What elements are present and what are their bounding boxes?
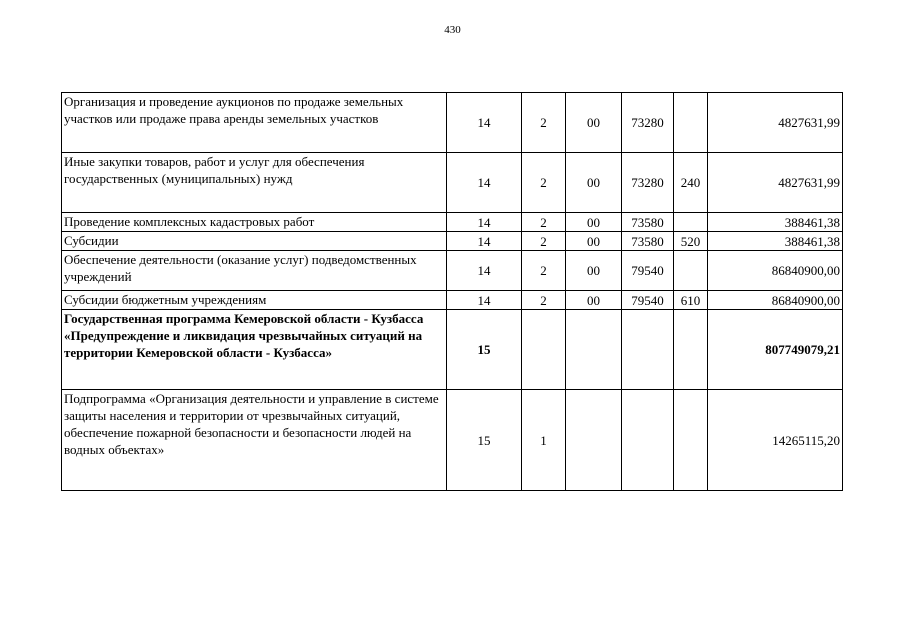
table-row [62, 213, 843, 232]
table-row [62, 390, 843, 491]
row-name-cell: Проведение комплексных кадастровых работ [62, 213, 447, 232]
program-code-cell: 14 [447, 213, 522, 232]
amount-cell: 807749079,21 [708, 310, 843, 390]
activity-code-cell: 00 [566, 213, 622, 232]
program-code-cell: 14 [447, 153, 522, 213]
activity-code-cell: 00 [566, 93, 622, 153]
row-name-cell: Обеспечение деятельности (оказание услуг) подведомственных учреждений [62, 251, 447, 291]
amount-cell: 388461,38 [708, 232, 843, 251]
subprogram-code-cell: 2 [522, 93, 566, 153]
subprogram-code-cell: 2 [522, 213, 566, 232]
direction-code-cell: 73280 [622, 153, 674, 213]
direction-code-cell: 79540 [622, 251, 674, 291]
table-row [62, 291, 843, 310]
page-number: 430 [444, 24, 461, 36]
direction-code-cell [622, 310, 674, 390]
amount-cell: 388461,38 [708, 213, 843, 232]
table-row [62, 251, 843, 291]
program-code-cell: 15 [447, 390, 522, 491]
subprogram-code-cell: 2 [522, 153, 566, 213]
row-name-cell: Государственная программа Кемеровской области - Кузбасса «Предупреждение и ликвидация чрезвычайных ситуаций на территории Кемеровской области - Кузбасса» [62, 310, 447, 390]
expense-type-cell [674, 390, 708, 491]
subprogram-code-cell [522, 310, 566, 390]
expense-type-cell [674, 310, 708, 390]
program-code-cell: 14 [447, 93, 522, 153]
row-name-cell: Подпрограмма «Организация деятельности и управление в системе защиты населения и территории от чрезвычайных ситуаций, обеспечение пожарной безопасности и безопасности людей на водных объектах» [62, 390, 447, 491]
activity-code-cell [566, 310, 622, 390]
table-row [62, 153, 843, 213]
direction-code-cell: 73280 [622, 93, 674, 153]
amount-cell: 4827631,99 [708, 93, 843, 153]
program-code-cell: 14 [447, 291, 522, 310]
direction-code-cell: 73580 [622, 213, 674, 232]
program-code-cell: 15 [447, 310, 522, 390]
table-row [62, 310, 843, 390]
subprogram-code-cell: 2 [522, 291, 566, 310]
table-row [62, 232, 843, 251]
program-code-cell: 14 [447, 251, 522, 291]
expense-type-cell: 240 [674, 153, 708, 213]
amount-cell: 14265115,20 [708, 390, 843, 491]
expense-type-cell [674, 251, 708, 291]
amount-cell: 4827631,99 [708, 153, 843, 213]
activity-code-cell [566, 390, 622, 491]
expense-type-cell: 610 [674, 291, 708, 310]
amount-cell: 86840900,00 [708, 291, 843, 310]
amount-cell: 86840900,00 [708, 251, 843, 291]
row-name-cell: Субсидии [62, 232, 447, 251]
row-name-cell: Субсидии бюджетным учреждениям [62, 291, 447, 310]
direction-code-cell: 79540 [622, 291, 674, 310]
subprogram-code-cell: 2 [522, 232, 566, 251]
activity-code-cell: 00 [566, 251, 622, 291]
budget-table [61, 92, 843, 491]
expense-type-cell: 520 [674, 232, 708, 251]
expense-type-cell [674, 93, 708, 153]
direction-code-cell [622, 390, 674, 491]
activity-code-cell: 00 [566, 153, 622, 213]
subprogram-code-cell: 2 [522, 251, 566, 291]
direction-code-cell: 73580 [622, 232, 674, 251]
program-code-cell: 14 [447, 232, 522, 251]
table-row [62, 93, 843, 153]
activity-code-cell: 00 [566, 291, 622, 310]
row-name-cell: Иные закупки товаров, работ и услуг для обеспечения государственных (муниципальных) нужд [62, 153, 447, 213]
activity-code-cell: 00 [566, 232, 622, 251]
subprogram-code-cell: 1 [522, 390, 566, 491]
expense-type-cell [674, 213, 708, 232]
row-name-cell: Организация и проведение аукционов по продаже земельных участков или продаже права аренды земельных участков [62, 93, 447, 153]
